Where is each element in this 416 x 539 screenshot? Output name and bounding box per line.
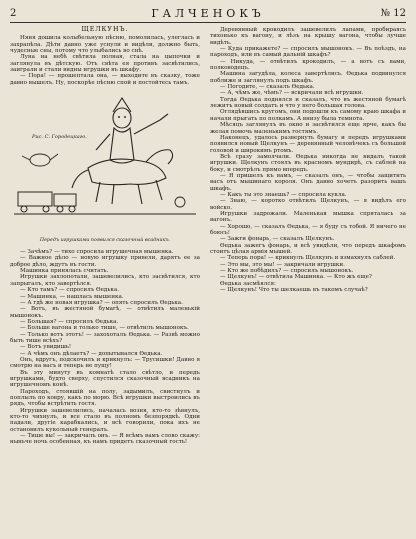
paragraph: Онъ, вдругъ, подскочилъ и крикнулъ: — Трусишки! Давно я смотрю на васъ и теперь не пущу! bbox=[10, 356, 200, 370]
paragraph: Няня дошила колыбельную пѣсню, помолилась, улеглась и захрапѣла. Дѣти давно уже уснули и видѣли, должно быть, чудесные сны, потому что улыбались во снѣ. bbox=[10, 35, 200, 55]
paragraph: — А чѣмъ онъ дѣлаетъ? — допытывался Ѳедька. bbox=[20, 350, 163, 357]
rider-body bbox=[110, 128, 134, 163]
illustration-caption: Передъ игрушками появился сказочный всадникъ. bbox=[39, 237, 171, 243]
illustration-drawing bbox=[10, 90, 200, 230]
paragraph: Игрушки зашевелились, началась возня, кто-то зѣвнулъ, кто-то чихнулъ, и все стало въ полномъ безпорядкѣ. Одни падали, другіе карабкались, и всѣ говорили, пока ихъ не остановилъ кукольный генералъ. bbox=[10, 407, 200, 433]
paragraph: — Машинка, — нашлась мышенка. bbox=[20, 293, 124, 300]
illustration bbox=[10, 90, 200, 244]
paragraph: — А гдѣ же новая игрушка? — опять спросилъ Ѳедька. bbox=[20, 299, 183, 306]
paragraph: Игрушки захлопотали, зашевелились, кто засвѣтился, кто запрыгалъ, кто завертѣлся. bbox=[10, 274, 200, 287]
header-rule bbox=[10, 22, 406, 23]
paragraph: — А, чѣмъ же, чѣмъ? — вскричали всѣ игрушки. bbox=[220, 90, 364, 97]
paragraph: — Зажги фонарь, — сказалъ Щелкунъ. bbox=[220, 236, 335, 243]
paragraph: Ѳедька засмѣялся: bbox=[220, 280, 276, 287]
paragraph: Пароходъ, стоявшій на полу, задымилъ, свистнулъ и поплылъ по ковру, какъ по морю. Всѣ игрушки выстроились въ рядъ, чтобы встрѣтить гостя. bbox=[10, 388, 200, 408]
toy-figure bbox=[30, 154, 50, 166]
right-column bbox=[210, 27, 406, 293]
paragraph: — Кто же побѣдилъ? — спросилъ мышонокъ. bbox=[220, 268, 354, 275]
paragraph: — Погодите, — сказалъ Ѳедька. bbox=[220, 84, 315, 91]
horse-head bbox=[146, 150, 173, 164]
toy-ball bbox=[175, 197, 185, 207]
paragraph: — Никуда, — отвѣтилъ крокодилъ, — а вотъ съ вами, полководецъ. bbox=[210, 58, 406, 72]
paragraph: Всѣ сразу замолчали. Ѳедька никогда не видалъ такой игрушки. Щелкунъ стоялъ въ красномъ мундирѣ, съ саблей на боку, и смотрѣлъ прямо впередъ. bbox=[210, 153, 406, 173]
wagon bbox=[18, 192, 52, 206]
paragraph: — Знаю, — коротко отвѣтилъ Щелкунъ, — я видѣлъ его войско. bbox=[210, 198, 406, 211]
paragraph: — Вотъ, въ жестяной бумагѣ, — отвѣтилъ маленькій мышонокъ. bbox=[10, 306, 200, 319]
paragraph: — Это мы, это мы! — закричали игрушки. bbox=[220, 261, 345, 268]
paragraph: Деревянный крокодилъ зашевелилъ лапами, пробираясь тихонько къ вагону, и лѣзъ на крышу вагона, чтобы лучше видѣть. bbox=[210, 27, 406, 46]
paragraph: — Большая? — спросилъ Ѳедька. bbox=[20, 318, 119, 325]
issue-number: № 12 bbox=[380, 8, 406, 19]
paragraph: — Теперь пора! — крикнулъ Щелкунъ и взмахнулъ саблей. bbox=[220, 255, 396, 262]
page-number: 2 bbox=[10, 8, 17, 19]
paragraph: Луна на небѣ свѣтила полная, стала на цыпочки и заглянула въ дѣтскую. Отъ свѣта ея противъ засвѣтились, заиграли и стали видны игрушки въ шкафу. bbox=[10, 54, 200, 74]
paragraph: — Только вотъ этотъ! — захохоталъ Ѳедька. — Развѣ можно быть тише всѣхъ? bbox=[10, 331, 200, 344]
paragraph: Машинка принялась считать. bbox=[20, 268, 109, 275]
paragraph: — Вотъ увидишь! bbox=[20, 344, 72, 351]
paragraph: — Какъ ты это знаешь? — спросила кукла. bbox=[220, 191, 347, 198]
paragraph: Въ эту минуту въ комнатѣ стало свѣтло, и передъ игрушками, будто сверху, спустился сказочный всадникъ на игрушечномъ конѣ. bbox=[10, 369, 200, 389]
paragraph: Наконецъ, удалось развернуть бумагу и передъ игрушками появился новый Щелкунъ — деревянный человѣчекъ съ большой головой и широкимъ ртомъ. bbox=[210, 134, 406, 154]
paragraph: — Кто тамъ? — спросилъ Ѳедька. bbox=[20, 287, 119, 294]
paragraph: — Тише вы! — закричалъ онъ. — Я всѣмъ вамъ слово скажу: ныньче ночь особенная, къ намъ придетъ сказочный гость! bbox=[10, 433, 200, 446]
wagon-2 bbox=[54, 194, 76, 206]
horse-tail bbox=[72, 170, 88, 188]
paragraph: — Щелкунъ! — отвѣтила Машинка. — Кто жъ еще? bbox=[220, 274, 372, 281]
paragraph: Ѳедька зажегъ фонарь, и всѣ увидѣли, что передъ шкафомъ стоитъ цѣлая армія мышей. bbox=[210, 242, 406, 256]
paragraph: — Больше вагона и только тише, — отвѣтилъ мышонокъ. bbox=[20, 325, 189, 332]
paragraph: — Я пришелъ къ вамъ, — сказалъ онъ, — чтобы защитить васъ отъ мышинаго короля. Онъ давно хочетъ разорить вашъ шкафъ. bbox=[210, 172, 406, 192]
magazine-title: ГАЛЧЕНОКЪ bbox=[151, 7, 265, 20]
paragraph: — Куда прикажете? — спросилъ мышонокъ. — Въ поѣздъ, на пароходъ, или въ самый дальній шкафъ? bbox=[210, 46, 406, 59]
paragraph: Машина загудѣла, колеса завертѣлись. Ѳедька подвинулся поближе и заглянулъ подъ шкафъ. bbox=[210, 71, 406, 84]
paragraph: — Хорошо, — сказалъ Ѳедька, — я буду съ тобой. Я ничего не боюсь! bbox=[210, 223, 406, 236]
paragraph: — Пора! — прошептала она, — выходите въ сказку, тоже давно вышелъ. Ну, поскорѣе пѣсню спой и постойтесь тамъ. bbox=[10, 73, 200, 86]
illustration-credit: Рис. С. Городецкаго. bbox=[32, 134, 87, 141]
story-title: ЩЕЛКУНЪ. bbox=[81, 26, 129, 33]
rider-hat bbox=[113, 98, 131, 112]
rider-head bbox=[113, 108, 131, 128]
paragraph: Оглядѣвшись кругомъ, они подошли къ самому краю шкафа и начали прыгать по полкамъ. А внизу была темнота. bbox=[210, 109, 406, 122]
rider-arm-sword bbox=[134, 114, 168, 134]
paragraph: Игрушки задрожали. Маленькая мышка спряталась за вагонъ. bbox=[210, 210, 406, 224]
left-column bbox=[10, 27, 200, 446]
paragraph: — Щелкунъ! Что ты шелкаешь въ такомъ случаѣ? bbox=[220, 287, 368, 294]
paragraph: — Важное дѣло — новую игрушку привели, дарятъ ее за доброе дѣло, ждутъ въ гости. bbox=[10, 255, 200, 268]
paragraph: — Зачѣмъ? — тихо спросила игрушечная мышенка. bbox=[20, 249, 174, 256]
paragraph: Тогда Ѳедька поднялся и сказалъ, что въ жестяной бумагѣ лежитъ новый солдатъ и что у него большая голова. bbox=[210, 96, 406, 110]
rider-arm bbox=[96, 134, 110, 150]
page-header bbox=[10, 6, 406, 22]
paragraph: Мѣсяцъ заглянулъ въ окно и засвѣтился еще ярче, какъ бы желая помочь маленькимъ гостямъ. bbox=[210, 122, 406, 135]
